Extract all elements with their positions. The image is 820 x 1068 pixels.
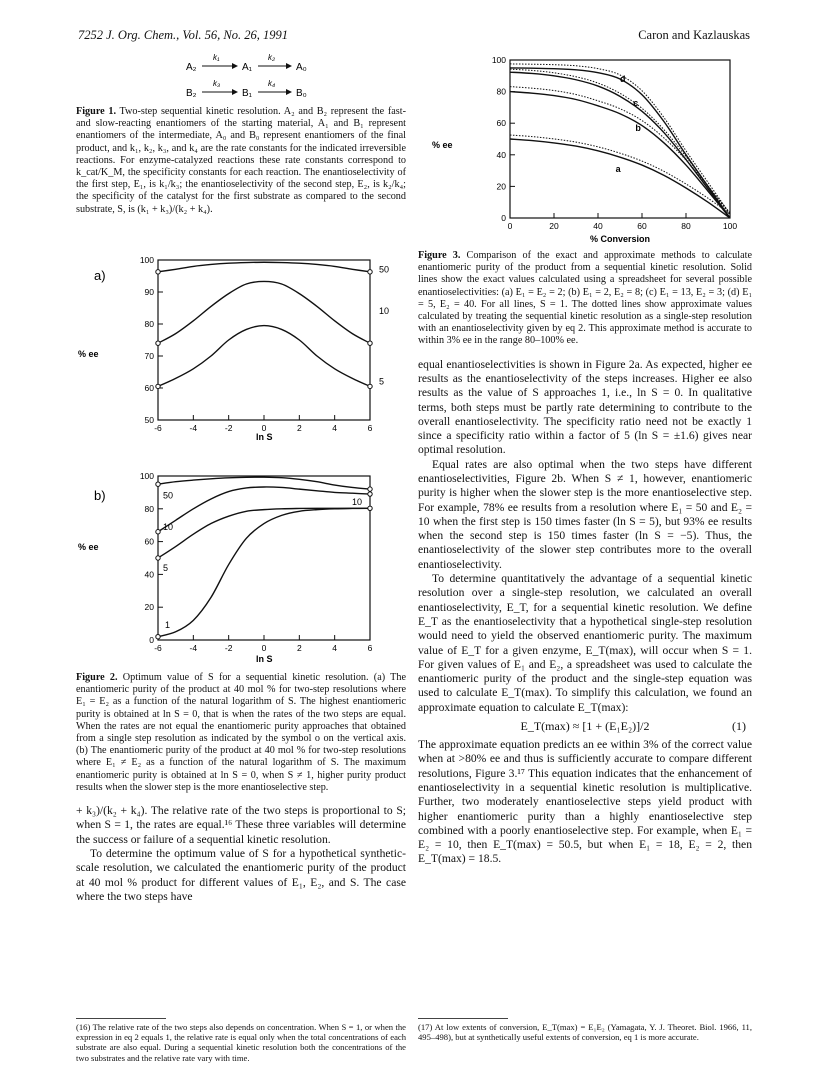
scheme-b0: B₀ bbox=[296, 88, 307, 99]
fig2a-xtick-label: -2 bbox=[224, 423, 233, 433]
fig3-ytick-label: 80 bbox=[496, 86, 506, 97]
figure3-caption bbox=[418, 250, 752, 348]
figure3-text: Comparison of the exact and approximate methods to calculate enantiomeric purity of the product from a sequential kinetic resolution. Solid lines show the exact values calculated using a spreadsheet for several possible enantioselectivities: (a) E₁ = E₂ = 2; (b) E₁ = 2, E₂ = 8; (c) E₁ = 13, E₂ = 3; (d) E₁ = 5, E₂ = 40. For all lines, S = 1. The dotted lines show approximate values calculated by treating the sequential kinetic resolution as a single-step resolution with an enantioselectivity given by eq 2. This approximate method is accurate to within 3% ee in the range 80–100% ee. bbox=[418, 250, 752, 347]
figure2a-chart bbox=[76, 252, 406, 450]
figure2b-panel-label: b) bbox=[94, 488, 106, 503]
footnote-17: (17) At low extents of conversion, E_T(max) = E₁E₂ (Yamagata, Y. J. Theoret. Biol. 1966, 11, 495–498), but at synthetically useful extents of conversion, eq 1 is more accurate. bbox=[418, 1022, 752, 1043]
scheme-k1: k₁ bbox=[213, 53, 220, 62]
scheme-b2: B₂ bbox=[186, 88, 197, 99]
figure3-curve-label: b bbox=[635, 123, 641, 134]
fig2a-xtick-label: 4 bbox=[332, 423, 338, 433]
right-body-para-2: Equal rates are also optimal when the two steps have different enantioselectivities, Figure 2b. When S ≠ 1, however, enantiomeric purity is higher when the slower step is the more enantioselective step. For example, 78% ee results from a resolution where E₁ = 50 and E₂ = 10 when the first step is 150 times faster (ln S = 5), but 93% ee results when the second step is 150 times faster (ln S = −5). Thus, the enantioselectivity of the slower step contributes more to the overall enantioselectivity. bbox=[418, 457, 752, 571]
figure2a-panel-label: a) bbox=[94, 268, 106, 283]
equation-number: (1) bbox=[732, 719, 746, 734]
fig2b-ytick-label: 100 bbox=[139, 471, 154, 481]
figure2a-curve-label: 50 bbox=[379, 264, 390, 275]
fig3-xtick-label: 40 bbox=[593, 221, 603, 231]
equation-1 bbox=[418, 719, 752, 734]
left-body-para-2: To determine the optimum value of S for a hypothetical synthetic-scale resolution, we calculated the enantiomeric purity of the product at 40 mol % product for different values of E₁, E₂, and S. The case where the two steps have bbox=[76, 846, 406, 903]
fig2b-ytick-label: 0 bbox=[149, 635, 154, 645]
running-header-left: 7252 J. Org. Chem., Vol. 56, No. 26, 1991 bbox=[78, 28, 288, 42]
figure2b-curve-label: 10 bbox=[352, 497, 363, 508]
fig2b-xtick-label: -6 bbox=[154, 643, 162, 653]
figure2b-curve-label: 10 bbox=[163, 521, 174, 532]
fig2a-ytick-label: 100 bbox=[139, 255, 154, 265]
right-body-para-3: To determine quantitatively the advantage of a sequential kinetic resolution over a single-step resolution, we calculated an overall enantioselectivity, E_T, for a sequential kinetic resolution. We define E_T as the enantioselectivity that a hypothetical single-step resolution would need to yield the observed enantiomeric purity. The maximum value of E_T for a given enzyme, E_T(max), will occur when S = 1. For given values of E₁ and E₂, a spreadsheet was used to calculate the enantiomeric purity of the product and the single-step equation was used to calculate E_T(max). To simplify this calculation, we found an approximate equation to calculate E_T(max): bbox=[418, 572, 752, 714]
fig2b-ytick-label: 40 bbox=[144, 569, 154, 580]
fig2a-ytick-label: 90 bbox=[144, 287, 154, 297]
figure2a-marker-right bbox=[368, 270, 372, 274]
figure3-label: Figure 3. bbox=[418, 250, 461, 261]
fig3-ytick-label: 20 bbox=[496, 181, 506, 192]
figure2-label: Figure 2. bbox=[76, 672, 118, 683]
fig3-xtick-label: 0 bbox=[507, 221, 513, 231]
fig2a-xtick-label: 6 bbox=[367, 423, 373, 433]
fig2a-xtick-label: 2 bbox=[296, 423, 302, 433]
figure2a-marker-left bbox=[156, 384, 160, 388]
figure2a-marker-right bbox=[368, 341, 372, 345]
fig3-ytick-label: 60 bbox=[496, 118, 506, 129]
fig2b-ytick-label: 80 bbox=[144, 503, 154, 514]
fig2a-ytick-label: 50 bbox=[144, 415, 154, 425]
figure2b-marker-left bbox=[156, 482, 160, 486]
fig2a-xtick-label: -6 bbox=[154, 423, 162, 433]
equation-text: E_T(max) ≈ [1 + (E₁E₂)]/2 bbox=[520, 719, 650, 734]
fig3-xtick-label: 100 bbox=[722, 221, 738, 231]
figure2-text: Optimum value of S for a sequential kinetic resolution. (a) The enantiomeric purity of the product at 40 mol % for two-step resolutions where E₁ = E₂ as a function of the natural logarithm of S. The highest enantiomeric purity is obtained at ln S = 0, that is when the rates of the two steps are equal. When the rates are not equal the enantiomeric purity approaches that obtained from a single step resolution as indicated by the symbol o on the vertical axis. (b) The enantiomeric purity of the product at 40 mol % for two-step resolutions where E₁ ≠ E₂ as a function of the natural logarithm of S. The maximum enantiomeric purity is obtained at ln S = 0, when S ≠ 1, higher purity product results when the slower step is the more enantioselective step. bbox=[76, 672, 406, 793]
figure2b-curve-label: 5 bbox=[163, 562, 169, 573]
running-header-right: Caron and Kazlauskas bbox=[638, 28, 750, 42]
figure2a-marker-left bbox=[156, 270, 160, 274]
right-body-para-4: The approximate equation predicts an ee within 3% of the correct value when at >80% ee and thus is sufficiently accurate to compare different resolutions, Figure 3.¹⁷ This equation indicates that the enhancement of enantioselectivity in a sequential kinetic resolution is multiplicative. Further, two moderately enantioselective steps yield product with higher enantiomeric purity than a highly enantioselective step combined with a poorly enantioselective step. For example, when E₁ = E₂ = 10, then E_T(max) = 50.5, but when E₁ = 18, E₂ = 2, then E_T(max) = 18.5. bbox=[418, 738, 752, 866]
fig2b-xtick-label: -2 bbox=[224, 643, 233, 653]
figure3-chart bbox=[418, 52, 752, 242]
figure1-caption bbox=[76, 106, 406, 216]
scheme-b1: B₁ bbox=[242, 88, 253, 99]
fig2b-xtick-label: 6 bbox=[367, 643, 373, 653]
figure2b-curve-label: 50 bbox=[163, 490, 174, 501]
scheme-k2: k₂ bbox=[268, 53, 276, 62]
figure2b-chart bbox=[76, 470, 406, 670]
right-body-para-1: equal enantioselectivities is shown in Figure 2a. As expected, higher ee results as the enantioselectivity of the steps increases. Higher ee also results as the value of S approaches 1, i.e., ln S = 0. In qualitative terms, both steps must be partly rate determining to contribute to the overall enantioselectivity. The specificity ratio need not be exactly 1 since a specificity ratio within a factor of 5 (ln S = ±1.6) gives near optimal resolution. bbox=[418, 357, 752, 457]
figure1-label: Figure 1. bbox=[76, 106, 116, 117]
fig2a-xtick-label: -4 bbox=[189, 423, 198, 433]
fig2a-ytick-label: 60 bbox=[144, 383, 154, 393]
figure1-text: Two-step sequential kinetic resolution. A₂ and B₂ represent the fast- and slow-reacting enantiomers of the starting material, A₁ and B₁ represent enantiomers of the intermediate, A₀ and B₀ represent enantiomers of the final product, and k₁, k₂, k₃, and k₄ are the rate constants for the indicated irreversible reactions. For enzyme-catalyzed reactions these rate constants correspond to k_cat/K_M, the specificity constants for each reaction. The enantioselectivity of the first step, E₁, is k₁/k₃; the enantioselectivity of the second step, E₂, is k₂/k₄; the specificity of the catalyst for the first substrate as compared to the second substrate, S, is (k₁ + k₃)/(k₂ + k₄). bbox=[76, 106, 406, 215]
figure2a-xlabel: ln S bbox=[256, 432, 273, 442]
scheme-k4: k₄ bbox=[268, 79, 276, 88]
fig3-approx-b bbox=[510, 87, 730, 213]
fig2a-series-10 bbox=[158, 281, 370, 343]
fig3-ytick-label: 0 bbox=[501, 213, 506, 223]
scheme-a2: A₂ bbox=[186, 62, 197, 73]
scheme-a1: A₁ bbox=[242, 62, 253, 73]
figure2b-marker-right bbox=[368, 506, 372, 510]
figure3-curve-label: c bbox=[633, 97, 639, 108]
figure2b-marker-left bbox=[156, 530, 160, 534]
figure2a-marker-left bbox=[156, 341, 160, 345]
fig3-xtick-label: 80 bbox=[681, 221, 691, 231]
figure2a-ylabel: % ee bbox=[78, 349, 99, 359]
figure3-curve-label: a bbox=[615, 164, 621, 175]
fig2a-series-5 bbox=[158, 326, 370, 387]
figure2b-ylabel: % ee bbox=[78, 542, 99, 552]
fig2b-ytick-label: 20 bbox=[144, 602, 154, 613]
fig3-xtick-label: 20 bbox=[549, 221, 559, 231]
figure2b-marker-right bbox=[368, 487, 372, 491]
figure2-caption bbox=[76, 672, 406, 794]
fig2b-ytick-label: 60 bbox=[144, 536, 154, 547]
fig2b-frame bbox=[158, 476, 370, 640]
figure2b-marker-left bbox=[156, 635, 160, 639]
figure2a-marker-right bbox=[368, 384, 372, 388]
figure2b-xlabel: ln S bbox=[256, 654, 273, 664]
fig2b-xtick-label: 4 bbox=[332, 643, 338, 653]
scheme-k3: k₃ bbox=[213, 79, 221, 88]
fig2b-series-5 bbox=[158, 508, 370, 558]
fig2a-xtick-label: 0 bbox=[261, 423, 267, 433]
fig2a-series-50 bbox=[158, 262, 370, 272]
left-body-para-1: + k₃)/(k₂ + k₄). The relative rate of the two steps is proportional to S; when S = 1, the rates are equal.¹⁶ These three variables will determine the success or failure of a sequential kinetic resolution. bbox=[76, 804, 406, 846]
figure3-ylabel: % ee bbox=[432, 140, 453, 150]
figure3-curve-label: d bbox=[620, 74, 626, 85]
figure2a-curve-label: 10 bbox=[379, 306, 390, 317]
figure2b-curve-label: 1 bbox=[165, 620, 171, 631]
fig3-xtick-label: 60 bbox=[637, 221, 647, 231]
fig2b-xtick-label: 0 bbox=[261, 643, 267, 653]
fig2b-xtick-label: -4 bbox=[189, 643, 198, 653]
footnote-rule-left bbox=[76, 1018, 166, 1019]
figure2a-curve-label: 5 bbox=[379, 376, 385, 387]
fig2a-frame bbox=[158, 260, 370, 420]
fig3-ytick-label: 40 bbox=[496, 149, 506, 160]
fig2a-ytick-label: 80 bbox=[144, 319, 154, 329]
reaction-scheme bbox=[76, 52, 406, 104]
scheme-a0: A₀ bbox=[296, 62, 307, 73]
footnote-16: (16) The relative rate of the two steps also depends on concentration. When S = 1, or when the expression in eq 2 equals 1, the relative rate is equal only when the total concentrations of each substrate are also equal. During a sequential kinetic resolution both the concentrations of the two substrates and the relative rate vary with time. bbox=[76, 1022, 406, 1063]
fig3-ytick-label: 100 bbox=[491, 55, 506, 65]
figure2b-marker-left bbox=[156, 556, 160, 560]
fig3-series-b bbox=[510, 92, 730, 218]
footnote-rule-right bbox=[418, 1018, 508, 1019]
fig2b-xtick-label: 2 bbox=[296, 643, 302, 653]
figure3-xlabel: % Conversion bbox=[590, 234, 651, 244]
fig2a-ytick-label: 70 bbox=[144, 351, 154, 361]
fig2b-series-1 bbox=[158, 508, 370, 636]
figure2b-marker-right bbox=[368, 492, 372, 496]
